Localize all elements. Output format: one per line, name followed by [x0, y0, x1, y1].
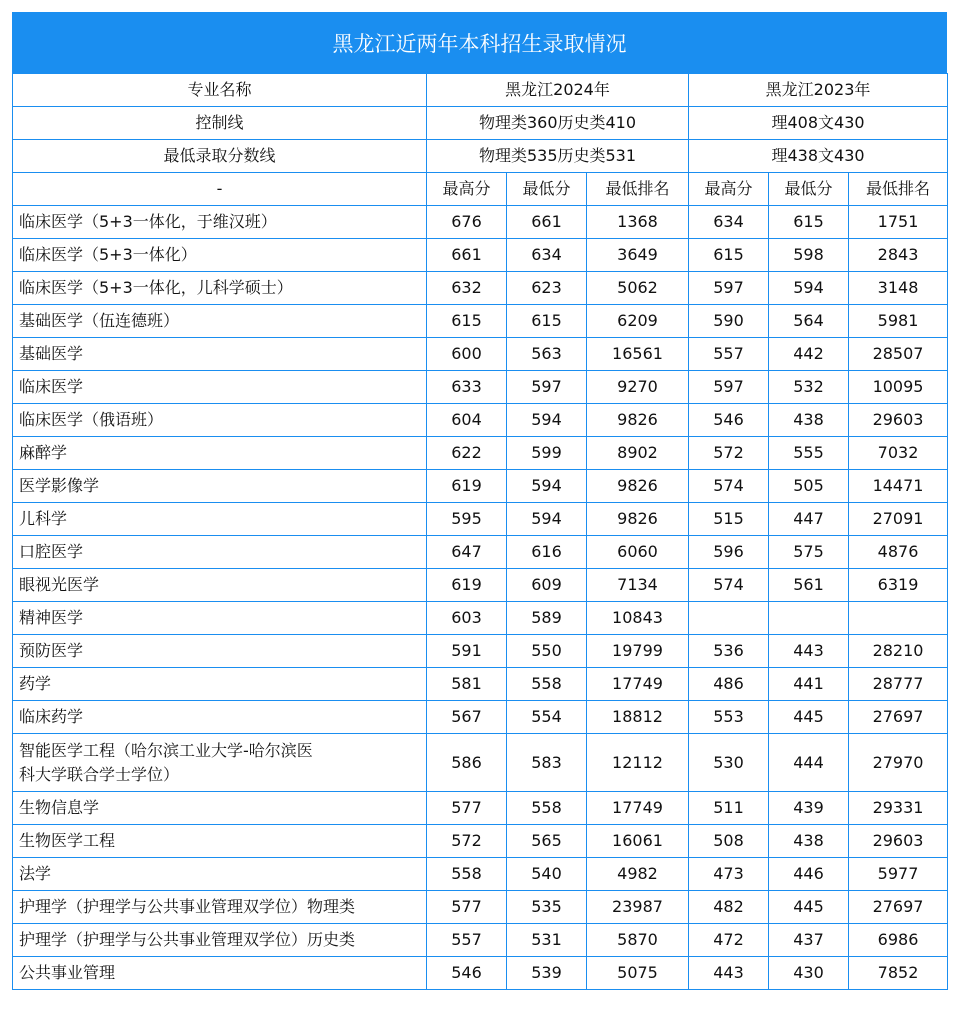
- max-score-2023-cell: 546: [689, 404, 769, 437]
- min-score-2023-cell: 594: [769, 272, 849, 305]
- max-score-2024-cell: 567: [427, 701, 507, 734]
- year-2023-header: 黑龙江2023年: [689, 74, 948, 107]
- major-name-cell: 临床药学: [13, 701, 427, 734]
- major-name-cell: 眼视光医学: [13, 569, 427, 602]
- min-score-2023-cell: 437: [769, 924, 849, 957]
- header-row-columns: [13, 173, 948, 206]
- table-row: [13, 404, 948, 437]
- table-row: [13, 734, 948, 792]
- table-row: [13, 239, 948, 272]
- min-rank-2024-cell: 9826: [587, 503, 689, 536]
- min-score-2023-cell: 598: [769, 239, 849, 272]
- min-rank-2023-cell: 4876: [849, 536, 948, 569]
- min-rank-2023-cell: 29331: [849, 792, 948, 825]
- min-score-2024-cell: 597: [507, 371, 587, 404]
- min-score-2024-cell: 563: [507, 338, 587, 371]
- min-score-2023-cell: 447: [769, 503, 849, 536]
- max-score-2023-cell: 515: [689, 503, 769, 536]
- min-score-2024-cell: 558: [507, 792, 587, 825]
- table-row: [13, 338, 948, 371]
- min-rank-2023-cell: 7032: [849, 437, 948, 470]
- min-rank-2024-cell: 16061: [587, 825, 689, 858]
- max-score-2024-cell: 661: [427, 239, 507, 272]
- max-score-2023-cell: 443: [689, 957, 769, 990]
- min-rank-2023-cell: 27697: [849, 701, 948, 734]
- min-rank-2024-cell: 9270: [587, 371, 689, 404]
- min-score-2023-cell: 443: [769, 635, 849, 668]
- min-rank-2023-cell: 5977: [849, 858, 948, 891]
- min-rank-2024-cell: 17749: [587, 668, 689, 701]
- max-score-2023-cell: 596: [689, 536, 769, 569]
- min-rank-2023-cell: [849, 602, 948, 635]
- min-rank-2023-cell: 28507: [849, 338, 948, 371]
- table-row: [13, 503, 948, 536]
- max-score-2023-cell: 553: [689, 701, 769, 734]
- max-score-2023-cell: 615: [689, 239, 769, 272]
- table-row: [13, 825, 948, 858]
- min-rank-2024-cell: 8902: [587, 437, 689, 470]
- min-score-2024-cell: 609: [507, 569, 587, 602]
- min-score-2023-cell: 561: [769, 569, 849, 602]
- admission-table: [12, 73, 948, 990]
- table-row: [13, 470, 948, 503]
- control-line-label: 控制线: [13, 107, 427, 140]
- max-score-2023-cell: 590: [689, 305, 769, 338]
- min-rank-2023-cell: 29603: [849, 825, 948, 858]
- max-score-2023-cell: 472: [689, 924, 769, 957]
- min-score-2024-cell: 531: [507, 924, 587, 957]
- table-row: [13, 891, 948, 924]
- min-score-2023-cell: 439: [769, 792, 849, 825]
- min-rank-2023-cell: 27091: [849, 503, 948, 536]
- min-score-2024-cell: 565: [507, 825, 587, 858]
- major-name-cell: 护理学（护理学与公共事业管理双学位）历史类: [13, 924, 427, 957]
- min-rank-2024-cell: 5870: [587, 924, 689, 957]
- max-score-2024-cell: 591: [427, 635, 507, 668]
- max-score-2023-cell: 572: [689, 437, 769, 470]
- max-score-2024-cell: 615: [427, 305, 507, 338]
- min-score-2023-cell: 575: [769, 536, 849, 569]
- max-score-2024-cell: 633: [427, 371, 507, 404]
- min-rank-2023-cell: 10095: [849, 371, 948, 404]
- year-2024-header: 黑龙江2024年: [427, 74, 689, 107]
- table-header: [13, 74, 948, 206]
- major-name-cell: 法学: [13, 858, 427, 891]
- max-score-2023-cell: 486: [689, 668, 769, 701]
- max-score-2023-cell: 597: [689, 272, 769, 305]
- max-score-2023-cell: 511: [689, 792, 769, 825]
- max-score-2023-cell: 473: [689, 858, 769, 891]
- min-rank-2023-cell: 1751: [849, 206, 948, 239]
- max-score-2023-cell: 634: [689, 206, 769, 239]
- max-score-2024-cell: 600: [427, 338, 507, 371]
- min-score-2024-cell: 615: [507, 305, 587, 338]
- major-name-cell: 儿科学: [13, 503, 427, 536]
- min-score-line-label: 最低录取分数线: [13, 140, 427, 173]
- table-row: [13, 371, 948, 404]
- max-score-2023-cell: 536: [689, 635, 769, 668]
- min-score-2024-cell: 594: [507, 503, 587, 536]
- min-rank-2023-cell: 5981: [849, 305, 948, 338]
- table-row: [13, 701, 948, 734]
- min-rank-2024-cell: 17749: [587, 792, 689, 825]
- min-score-2024-cell: 539: [507, 957, 587, 990]
- min-score-2024-cell: 540: [507, 858, 587, 891]
- min-score-2023-cell: 445: [769, 891, 849, 924]
- major-name-cell: 基础医学（伍连德班）: [13, 305, 427, 338]
- max-score-2024-cell: 604: [427, 404, 507, 437]
- major-name-cell: 生物医学工程: [13, 825, 427, 858]
- table-row: [13, 635, 948, 668]
- max-score-2024-cell: 619: [427, 569, 507, 602]
- min-rank-2023-cell: 6319: [849, 569, 948, 602]
- table-row: [13, 536, 948, 569]
- min-score-line-2024: 物理类535历史类531: [427, 140, 689, 173]
- header-row-control-line: [13, 107, 948, 140]
- table-row: [13, 437, 948, 470]
- major-name-cell: 麻醉学: [13, 437, 427, 470]
- min-rank-2024-cell: 7134: [587, 569, 689, 602]
- max-score-2024-cell: 558: [427, 858, 507, 891]
- max-score-2023-cell: [689, 602, 769, 635]
- major-name-cell: 临床医学（5+3一体化，于维汉班）: [13, 206, 427, 239]
- table-body: [13, 206, 948, 990]
- table-row: [13, 305, 948, 338]
- min-rank-2023-cell: 2843: [849, 239, 948, 272]
- max-score-2023-cell: 557: [689, 338, 769, 371]
- major-name-cell: 临床医学（俄语班）: [13, 404, 427, 437]
- min-score-2023-cell: 505: [769, 470, 849, 503]
- max-score-2024-cell: 577: [427, 792, 507, 825]
- admission-table-container: [12, 12, 947, 990]
- table-row: [13, 602, 948, 635]
- min-rank-2024-cell: 6060: [587, 536, 689, 569]
- table-row: [13, 957, 948, 990]
- dash-cell: -: [13, 173, 427, 206]
- max-score-2024-cell: 572: [427, 825, 507, 858]
- max-score-2023-cell: 574: [689, 470, 769, 503]
- min-rank-2023-cell: 29603: [849, 404, 948, 437]
- min-score-2023-cell: 438: [769, 404, 849, 437]
- min-rank-2024-cell: 12112: [587, 734, 689, 792]
- table-row: [13, 272, 948, 305]
- max-score-2024-cell: 647: [427, 536, 507, 569]
- min-score-2023-cell: 438: [769, 825, 849, 858]
- max-score-2024-cell: 577: [427, 891, 507, 924]
- min-score-2024-cell: 594: [507, 470, 587, 503]
- min-score-2023-cell: 446: [769, 858, 849, 891]
- min-score-2024-cell: 661: [507, 206, 587, 239]
- min-rank-2024-cell: 3649: [587, 239, 689, 272]
- min-rank-2023-cell: 6986: [849, 924, 948, 957]
- table-row: [13, 858, 948, 891]
- min-rank-2024-cell: 19799: [587, 635, 689, 668]
- table-row: [13, 206, 948, 239]
- max-score-2024-cell: 586: [427, 734, 507, 792]
- max-score-2024-cell: 546: [427, 957, 507, 990]
- min-score-2024-cell: 550: [507, 635, 587, 668]
- max-score-2023-cell: 508: [689, 825, 769, 858]
- min-rank-2024-cell: 9826: [587, 404, 689, 437]
- min-rank-2024-cell: 9826: [587, 470, 689, 503]
- min-rank-2023-cell: 28210: [849, 635, 948, 668]
- max-score-2024-cell: 619: [427, 470, 507, 503]
- major-name-header: 专业名称: [13, 74, 427, 107]
- major-name-cell: 口腔医学: [13, 536, 427, 569]
- min-rank-2024-cell: 23987: [587, 891, 689, 924]
- max-score-2024-cell: 632: [427, 272, 507, 305]
- major-name-cell: 生物信息学: [13, 792, 427, 825]
- max-score-2024-cell: 622: [427, 437, 507, 470]
- min-score-2024-cell: 594: [507, 404, 587, 437]
- min-score-2023-cell: 555: [769, 437, 849, 470]
- table-row: [13, 924, 948, 957]
- major-name-cell: 预防医学: [13, 635, 427, 668]
- max-score-2023-cell: 530: [689, 734, 769, 792]
- min-score-2023-cell: 615: [769, 206, 849, 239]
- table-row: [13, 792, 948, 825]
- min-rank-2023-cell: 28777: [849, 668, 948, 701]
- major-name-cell: 临床医学（5+3一体化）: [13, 239, 427, 272]
- min-score-2024-cell: 583: [507, 734, 587, 792]
- col-rank-2023: 最低排名: [849, 173, 948, 206]
- col-min-2024: 最低分: [507, 173, 587, 206]
- max-score-2024-cell: 676: [427, 206, 507, 239]
- table-row: [13, 668, 948, 701]
- major-name-cell: 公共事业管理: [13, 957, 427, 990]
- min-score-2024-cell: 535: [507, 891, 587, 924]
- major-name-cell: 基础医学: [13, 338, 427, 371]
- min-rank-2024-cell: 1368: [587, 206, 689, 239]
- min-score-2023-cell: 564: [769, 305, 849, 338]
- min-rank-2024-cell: 6209: [587, 305, 689, 338]
- max-score-2024-cell: 581: [427, 668, 507, 701]
- table-row: [13, 569, 948, 602]
- min-rank-2023-cell: 27697: [849, 891, 948, 924]
- min-rank-2024-cell: 16561: [587, 338, 689, 371]
- min-score-2023-cell: 430: [769, 957, 849, 990]
- min-rank-2023-cell: 3148: [849, 272, 948, 305]
- max-score-2024-cell: 557: [427, 924, 507, 957]
- max-score-2023-cell: 574: [689, 569, 769, 602]
- major-name-cell: 智能医学工程（哈尔滨工业大学-哈尔滨医科大学联合学士学位）: [13, 734, 427, 792]
- max-score-2023-cell: 597: [689, 371, 769, 404]
- min-rank-2024-cell: 10843: [587, 602, 689, 635]
- header-row-years: [13, 74, 948, 107]
- min-rank-2024-cell: 5062: [587, 272, 689, 305]
- col-rank-2024: 最低排名: [587, 173, 689, 206]
- min-score-2024-cell: 634: [507, 239, 587, 272]
- max-score-2024-cell: 603: [427, 602, 507, 635]
- major-name-cell: 药学: [13, 668, 427, 701]
- col-min-2023: 最低分: [769, 173, 849, 206]
- control-line-2024: 物理类360历史类410: [427, 107, 689, 140]
- col-max-2024: 最高分: [427, 173, 507, 206]
- min-score-2023-cell: 532: [769, 371, 849, 404]
- min-score-2024-cell: 623: [507, 272, 587, 305]
- min-rank-2024-cell: 5075: [587, 957, 689, 990]
- min-rank-2023-cell: 27970: [849, 734, 948, 792]
- min-score-2023-cell: 442: [769, 338, 849, 371]
- min-score-2024-cell: 599: [507, 437, 587, 470]
- min-score-2023-cell: 441: [769, 668, 849, 701]
- min-score-2024-cell: 554: [507, 701, 587, 734]
- min-score-line-2023: 理438文430: [689, 140, 948, 173]
- min-score-2024-cell: 589: [507, 602, 587, 635]
- col-max-2023: 最高分: [689, 173, 769, 206]
- min-score-2024-cell: 616: [507, 536, 587, 569]
- max-score-2023-cell: 482: [689, 891, 769, 924]
- min-rank-2023-cell: 14471: [849, 470, 948, 503]
- max-score-2024-cell: 595: [427, 503, 507, 536]
- min-rank-2023-cell: 7852: [849, 957, 948, 990]
- min-rank-2024-cell: 18812: [587, 701, 689, 734]
- major-name-cell: 医学影像学: [13, 470, 427, 503]
- major-name-cell: 护理学（护理学与公共事业管理双学位）物理类: [13, 891, 427, 924]
- min-score-2023-cell: 444: [769, 734, 849, 792]
- major-name-cell: 精神医学: [13, 602, 427, 635]
- table-title: 黑龙江近两年本科招生录取情况: [12, 12, 947, 73]
- min-rank-2024-cell: 4982: [587, 858, 689, 891]
- control-line-2023: 理408文430: [689, 107, 948, 140]
- major-name-cell: 临床医学（5+3一体化，儿科学硕士）: [13, 272, 427, 305]
- min-score-2023-cell: 445: [769, 701, 849, 734]
- major-name-cell: 临床医学: [13, 371, 427, 404]
- header-row-min-score-line: [13, 140, 948, 173]
- min-score-2023-cell: [769, 602, 849, 635]
- min-score-2024-cell: 558: [507, 668, 587, 701]
